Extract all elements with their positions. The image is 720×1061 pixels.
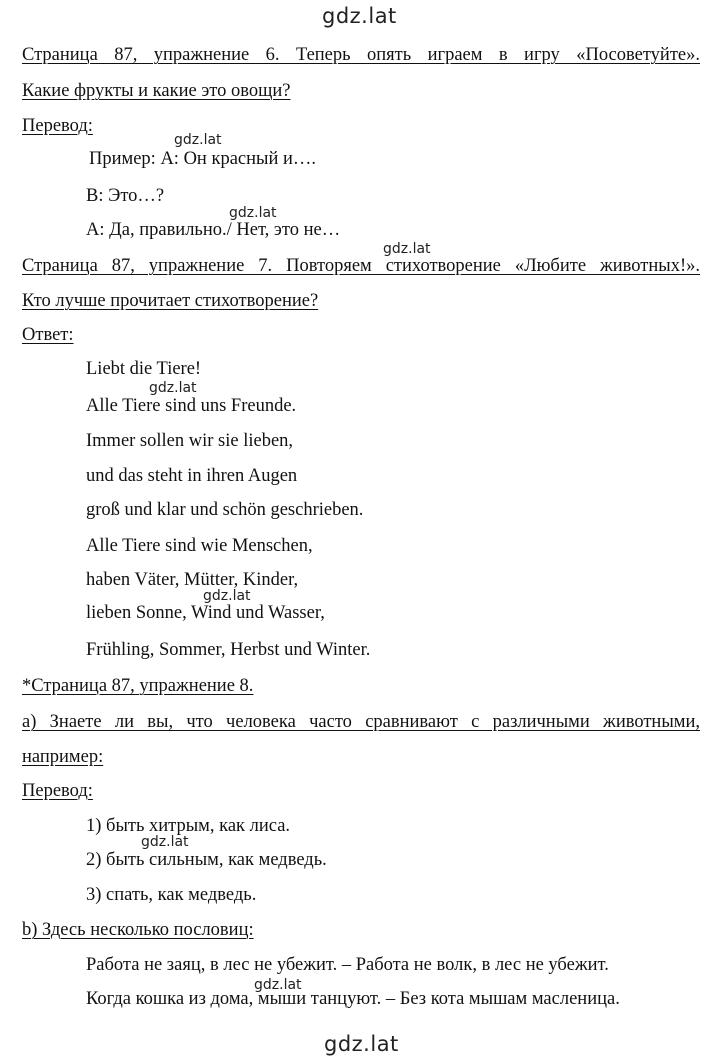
cut-off-line-fragment (22, 1021, 392, 1031)
exercise-8-part-b-heading: b) Здесь несколько пословиц: (22, 920, 254, 940)
watermark-inline: gdz.lat (254, 977, 302, 993)
poem-line: Alle Tiere sind uns Freunde. (86, 396, 297, 416)
proverb-line: Работа не заяц, в лес не убежит. – Работа не волк, в лес не убежит. (86, 955, 609, 975)
watermark-inline: gdz.lat (149, 380, 197, 396)
list-item: 1) быть хитрым, как лиса. (86, 816, 291, 836)
dialogue-line: А: Да, правильно./ Нет, это не… (86, 220, 341, 240)
poem-line: und das steht in ihren Augen (86, 466, 298, 486)
exercise-8-part-a-continued: например: (22, 747, 104, 767)
watermark-inline: gdz.lat (141, 834, 189, 850)
answer-label: Ответ: (22, 325, 74, 345)
translation-label: Перевод: (22, 116, 93, 136)
watermark-inline: gdz.lat (174, 132, 222, 148)
watermark-inline: gdz.lat (203, 588, 251, 604)
exercise-7-heading: Страница 87, упражнение 7. Повторяем стихотворение «Любите животных!». (22, 256, 700, 276)
exercise-8-heading: *Страница 87, упражнение 8. (22, 676, 254, 696)
watermark-inline: gdz.lat (229, 205, 277, 221)
watermark-bottom: gdz.lat (324, 1032, 399, 1056)
dialogue-line: Пример: А: Он красный и…. (89, 149, 316, 169)
poem-line: haben Väter, Mütter, Kinder, (86, 570, 299, 590)
poem-line: Immer sollen wir sie lieben, (86, 431, 294, 451)
poem-line: groß und klar und schön geschrieben. (86, 500, 364, 520)
proverb-line: Когда кошка из дома, мыши танцуют. – Без кота мышам масленица. (86, 989, 620, 1009)
dialogue-line: В: Это…? (86, 186, 165, 206)
exercise-6-question: Какие фрукты и какие это овощи? (22, 81, 291, 101)
list-item: 2) быть сильным, как медведь. (86, 850, 327, 870)
exercise-7-question: Кто лучше прочитает стихотворение? (22, 291, 319, 311)
poem-line: Frühling, Sommer, Herbst und Winter. (86, 640, 371, 660)
poem-line: Alle Tiere sind wie Menschen, (86, 536, 313, 556)
watermark-inline: gdz.lat (383, 241, 431, 257)
watermark-top: gdz.lat (322, 4, 397, 28)
list-item: 3) спать, как медведь. (86, 885, 257, 905)
translation-label: Перевод: (22, 781, 93, 801)
poem-line: Liebt die Tiere! (86, 359, 202, 379)
exercise-6-heading: Страница 87, упражнение 6. Теперь опять играем в игру «Посоветуйте». (22, 45, 700, 65)
poem-line: lieben Sonne, Wind und Wasser, (86, 603, 325, 623)
exercise-8-part-a-question: а) Знаете ли вы, что человека часто сравнивают с различными животными, (22, 712, 700, 732)
